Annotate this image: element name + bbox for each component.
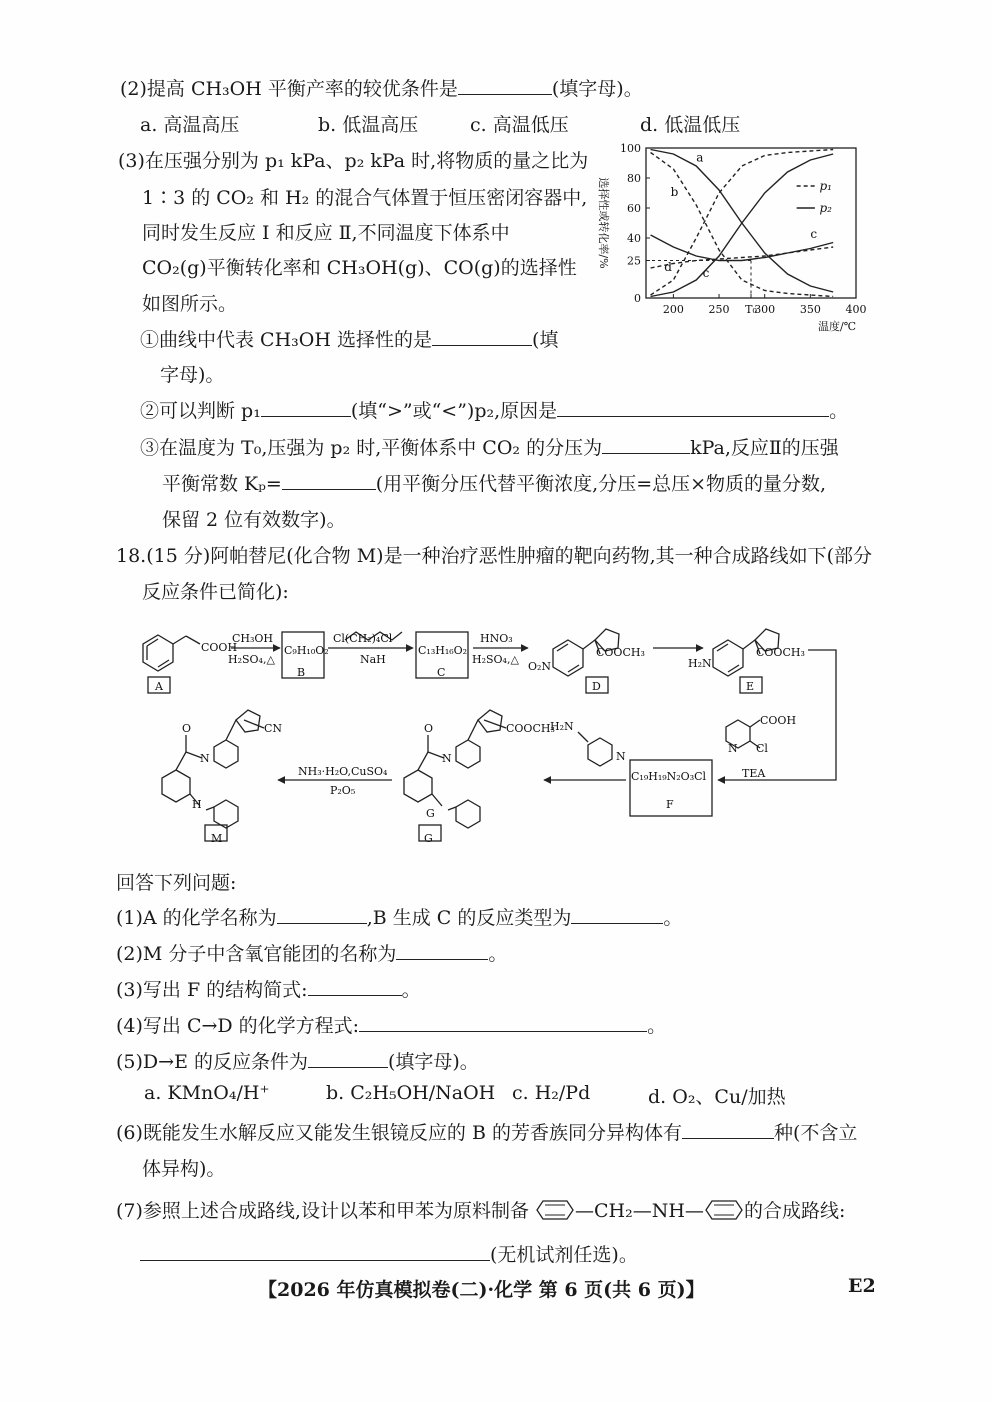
q18-part4-line: (4)写出 C→D 的化学方程式: 。	[116, 1015, 667, 1037]
cooh-label: COOH	[201, 641, 238, 654]
series-a-p1	[651, 150, 834, 297]
cooch3-e-label: COOCH₃	[756, 646, 805, 659]
label-g-box: G	[424, 832, 433, 845]
compound-g-structure	[404, 710, 506, 828]
q18-part7-line2: (无机试剂任选)。	[140, 1240, 638, 1267]
q18-part5-option-a: a. KMnO₄/H⁺	[144, 1082, 270, 1104]
answer-intro: 回答下列问题:	[116, 872, 237, 894]
h-m-label: H	[192, 798, 202, 811]
x-axis-title: 温度/℃	[817, 320, 856, 333]
q18-part5-option-b: b. C₂H₅OH/NaOH	[326, 1082, 496, 1104]
formula-c: C₁₃H₁₆O₂	[418, 644, 468, 657]
cond-a-b-bottom: H₂SO₄,△	[228, 653, 275, 666]
q18-part2-line: (2)M 分子中含氧官能团的名称为 。	[116, 943, 508, 965]
o2n-label: O₂N	[528, 660, 552, 673]
y-tick-label: 40	[627, 232, 641, 245]
cond-b-c: NaH	[360, 653, 386, 666]
cond-g-m-bottom: P₂O₅	[330, 784, 356, 797]
label-e: E	[746, 680, 755, 693]
page-footer-title: 【2026 年仿真模拟卷(二)·化学 第 6 页(共 6 页)】	[258, 1279, 705, 1301]
pyridine-n-label: N	[728, 742, 738, 755]
q17-sub1-line: ①曲线中代表 CH₃OH 选择性的是 (填	[140, 329, 559, 351]
y-tick-label: 100	[620, 142, 641, 155]
q18-part6-line: (6)既能发生水解反应又能发生银镜反应的 B 的芳香族同分异构体有 种(不含立	[116, 1122, 858, 1144]
cn-label: CN	[264, 722, 283, 735]
label-f: F	[666, 798, 674, 811]
q18-part1-line: (1)A 的化学名称为 ,B 生成 C 的反应类型为 。	[116, 907, 683, 929]
label-a: A	[155, 680, 163, 693]
answer-blank[interactable]	[308, 979, 402, 996]
cond-c-d-top: HNO₃	[480, 632, 513, 645]
answer-blank[interactable]	[432, 329, 532, 346]
answer-blank[interactable]	[557, 400, 829, 417]
q18-part5-option-d: d. O₂、Cu/加热	[648, 1086, 786, 1108]
q17-sub2-line: ②可以判断 p₁ (填“>”或“<”)p₂,原因是 。	[140, 400, 849, 422]
q17-part3-line2: 1∶3 的 CO₂ 和 H₂ 的混合气体置于恒压密闭容器中,	[142, 187, 588, 209]
curve-label: d	[664, 260, 672, 274]
q17-part2-line: (2)提高 CH₃OH 平衡产率的较优条件是 (填字母)。	[120, 78, 643, 100]
answer-blank[interactable]	[277, 907, 367, 924]
pyridylmethylamine-structure	[578, 732, 612, 766]
q18-stem-line1: 18.(15 分)阿帕替尼(化合物 M)是一种治疗恶性肿瘤的靶向药物,其一种合成路线如下(部分	[116, 545, 873, 567]
compound-m-structure	[162, 710, 264, 828]
label-c: C	[437, 666, 446, 679]
q17-part2-option-a: a. 高温高压	[140, 114, 240, 136]
answer-blank[interactable]	[571, 907, 663, 924]
series-c-p2	[651, 235, 834, 261]
curve-label: a	[696, 150, 704, 165]
answer-blank[interactable]	[282, 473, 376, 490]
answer-blank[interactable]	[396, 943, 488, 960]
cooch3-d-label: COOCH₃	[596, 646, 645, 659]
q18-part3-line: (3)写出 F 的结构简式: 。	[116, 979, 421, 1001]
answer-blank[interactable]	[458, 78, 552, 95]
q17-sub1-line2: 字母)。	[160, 364, 225, 386]
q17-sub3-line3: 保留 2 位有效数字)。	[162, 509, 346, 531]
x-tick-label: 300	[754, 303, 776, 316]
legend-label: p₁	[819, 179, 832, 193]
curve-label: c	[702, 266, 710, 280]
h2n-amine-label: H₂N	[550, 720, 574, 733]
q18-part7-line: (7)参照上述合成路线,设计以苯和甲苯为原料制备 —CH₂—NH— 的合成路线:	[116, 1200, 846, 1222]
compound-a-structure	[143, 635, 200, 671]
reagent-b-c: Cl(CH₂)₄Cl	[333, 632, 393, 645]
q17-part3-line1: (3)在压强分别为 p₁ kPa、p₂ kPa 时,将物质的量之比为	[118, 150, 589, 172]
answer-blank[interactable]	[140, 1244, 490, 1261]
chart-svg	[586, 138, 886, 338]
label-d: D	[592, 680, 601, 693]
legend-label: p₂	[819, 201, 832, 215]
y-tick-label: 0	[634, 292, 641, 305]
curve-label: c	[810, 227, 818, 241]
scheme-svg	[128, 620, 848, 860]
curve-label: b	[670, 185, 679, 199]
q17-part3-line5: 如图所示。	[142, 293, 238, 315]
answer-blank[interactable]	[359, 1015, 647, 1032]
answer-blank[interactable]	[682, 1122, 774, 1139]
q18-part6-line2: 体异构)。	[142, 1158, 226, 1180]
amine-pyridine-n-label: N	[616, 750, 626, 763]
o-m-label: O	[182, 722, 192, 735]
q17-sub3-line1: ③在温度为 T₀,压强为 p₂ 时,平衡体系中 CO₂ 的分压为 kPa,反应Ⅱ的压强	[140, 437, 839, 459]
cl-label: Cl	[756, 742, 768, 755]
n-g-label: N	[442, 752, 452, 765]
label-b: B	[297, 666, 306, 679]
x-tick-label: 200	[662, 303, 684, 316]
synthesis-scheme	[128, 620, 848, 860]
q17-part3-line3: 同时发生反应 Ⅰ 和反应 Ⅱ,不同温度下体系中	[142, 222, 510, 244]
label-g: G	[426, 807, 435, 820]
tea-label: TEA	[742, 767, 766, 780]
q17-part3-line4: CO₂(g)平衡转化率和 CH₃OH(g)、CO(g)的选择性	[142, 257, 577, 279]
x-tick-label: T₀	[745, 303, 757, 316]
q17-sub3-line2: 平衡常数 Kₚ= (用平衡分压代替平衡浓度,分压=总压×物质的量分数,	[162, 473, 827, 495]
q17-part2-option-d: d. 低温低压	[640, 114, 741, 136]
q17-part2-option-c: c. 高温低压	[470, 114, 569, 136]
label-m: M	[211, 832, 223, 845]
benzene-ring-icon	[704, 1198, 744, 1222]
y-axis-title: 选择性或转化率/%	[597, 177, 610, 269]
answer-blank[interactable]	[308, 1051, 388, 1068]
x-tick-label: 400	[845, 303, 867, 316]
n-m-label: N	[200, 752, 210, 765]
q18-part5-option-c: c. H₂/Pd	[512, 1082, 591, 1104]
cooh-pyridine-label: COOH	[760, 714, 797, 727]
q17-part2-option-b: b. 低温高压	[318, 114, 419, 136]
q18-part5-line: (5)D→E 的反应条件为 (填字母)。	[116, 1051, 479, 1073]
o-g-label: O	[424, 722, 434, 735]
cooch3-g-label: COOCH₃	[506, 722, 555, 735]
series-c-p1	[651, 247, 834, 268]
answer-blank[interactable]	[602, 437, 690, 454]
q18-stem-line2: 反应条件已简化):	[142, 581, 289, 603]
cond-a-b-top: CH₃OH	[232, 632, 274, 645]
selectivity-conversion-chart	[586, 138, 886, 338]
answer-blank[interactable]	[261, 400, 351, 417]
formula-b: C₉H₁₀O₂	[284, 644, 329, 657]
x-tick-label: 350	[799, 303, 821, 316]
benzene-ring-icon	[535, 1198, 575, 1222]
y-tick-label: 60	[627, 202, 641, 215]
cond-c-d-bottom: H₂SO₄,△	[472, 653, 519, 666]
cond-g-m-top: NH₃·H₂O,CuSO₄	[298, 765, 388, 778]
formula-f: C₁₉H₁₉N₂O₃Cl	[631, 770, 707, 783]
y-tick-label: 25	[627, 254, 641, 268]
h2n-e-label: H₂N	[688, 657, 712, 670]
page-footer-code: E2	[848, 1275, 876, 1297]
x-tick-label: 250	[708, 303, 730, 316]
y-tick-label: 80	[627, 172, 641, 185]
